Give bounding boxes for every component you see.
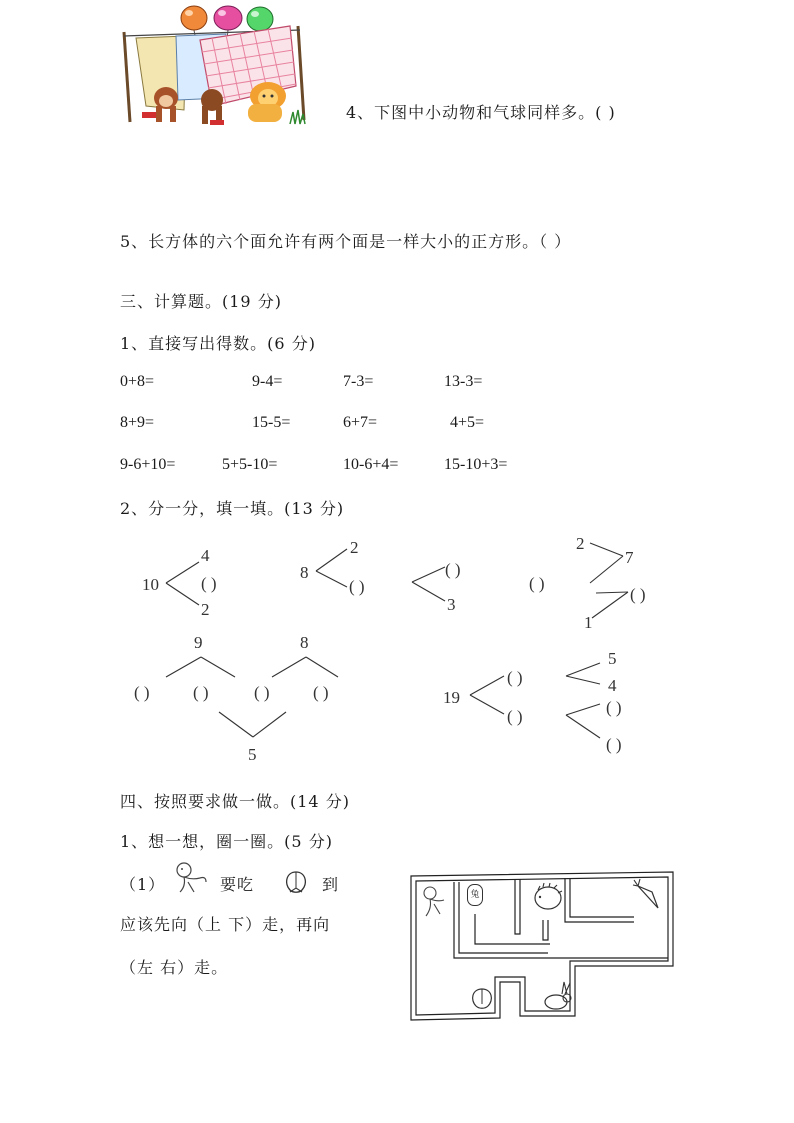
answer-blank[interactable]: ( ) [529,574,545,593]
whole-number: 8 [300,633,309,652]
peach-icon [467,984,497,1012]
answer-blank[interactable]: ( ) [606,735,622,754]
sign-label: 兔 [470,890,480,900]
whole-number: 7 [625,548,634,567]
question-5: 5、长方体的六个面允许有两个面是一样大小的正方形。（ ） [120,232,572,251]
part-number: 2 [350,538,359,557]
answer-blank[interactable]: ( ) [201,574,217,593]
problem: 0+8= [120,373,155,390]
question-line-2: 应该先向（上 下）走，再向 [120,915,331,934]
section-4-title: 四、按照要求做一做。(14 分) [120,792,350,811]
part-number: 3 [447,595,456,614]
problem: 8+9= [120,414,155,431]
question-line-3: （左 右）走。 [120,958,229,977]
part-2-title: 2、分一分，填一填。(13 分) [120,499,345,518]
sign-box [467,884,483,906]
part-number: 4 [201,546,210,565]
problem: 7-3= [343,373,374,390]
problem: 9-4= [252,373,283,390]
question-line-1-end: 到 [322,875,340,894]
part-1-title: 1、直接写出得数。(6 分) [120,334,316,353]
answer-blank[interactable]: ( ) [254,683,270,702]
question-line-1-start: （1） [120,875,166,894]
answer-blank[interactable]: ( ) [507,668,523,687]
answer-blank[interactable]: ( ) [313,683,329,702]
part-number: 2 [201,600,210,619]
problem: 5+5-10= [222,456,278,473]
problem: 10-6+4= [343,456,399,473]
answer-blank[interactable]: ( ) [349,577,365,596]
monkey-icon [418,884,448,918]
answer-blank[interactable]: ( ) [134,683,150,702]
hedgehog-icon [530,882,564,912]
answer-blank[interactable]: ( ) [507,707,523,726]
problem: 4+5= [450,414,485,431]
problem: 9-6+10= [120,456,176,473]
part-number: 5 [608,649,617,668]
problem: 13-3= [444,373,483,390]
problem: 15-10+3= [444,456,508,473]
question-4: 4、下图中小动物和气球同样多。( ) [346,103,616,122]
rabbit-icon [540,980,576,1012]
whole-number: 10 [142,575,159,594]
answer-blank[interactable]: ( ) [193,683,209,702]
answer-blank[interactable]: ( ) [606,698,622,717]
part-1-title: 1、想一想，圈一圈。(5 分) [120,832,333,851]
answer-blank[interactable]: ( ) [630,585,646,604]
carrot-icon [632,878,664,912]
part-number: 4 [608,676,617,695]
whole-number: 8 [300,563,309,582]
problem: 6+7= [343,414,378,431]
whole-number: 9 [194,633,203,652]
whole-number: 19 [443,688,460,707]
part-number: 5 [248,745,257,764]
question-line-1-mid: 要吃 [220,875,255,894]
part-number: 2 [576,534,585,553]
part-number: 1 [584,613,593,632]
problem: 15-5= [252,414,291,431]
section-3-title: 三、计算题。(19 分) [120,292,282,311]
answer-blank[interactable]: ( ) [445,560,461,579]
